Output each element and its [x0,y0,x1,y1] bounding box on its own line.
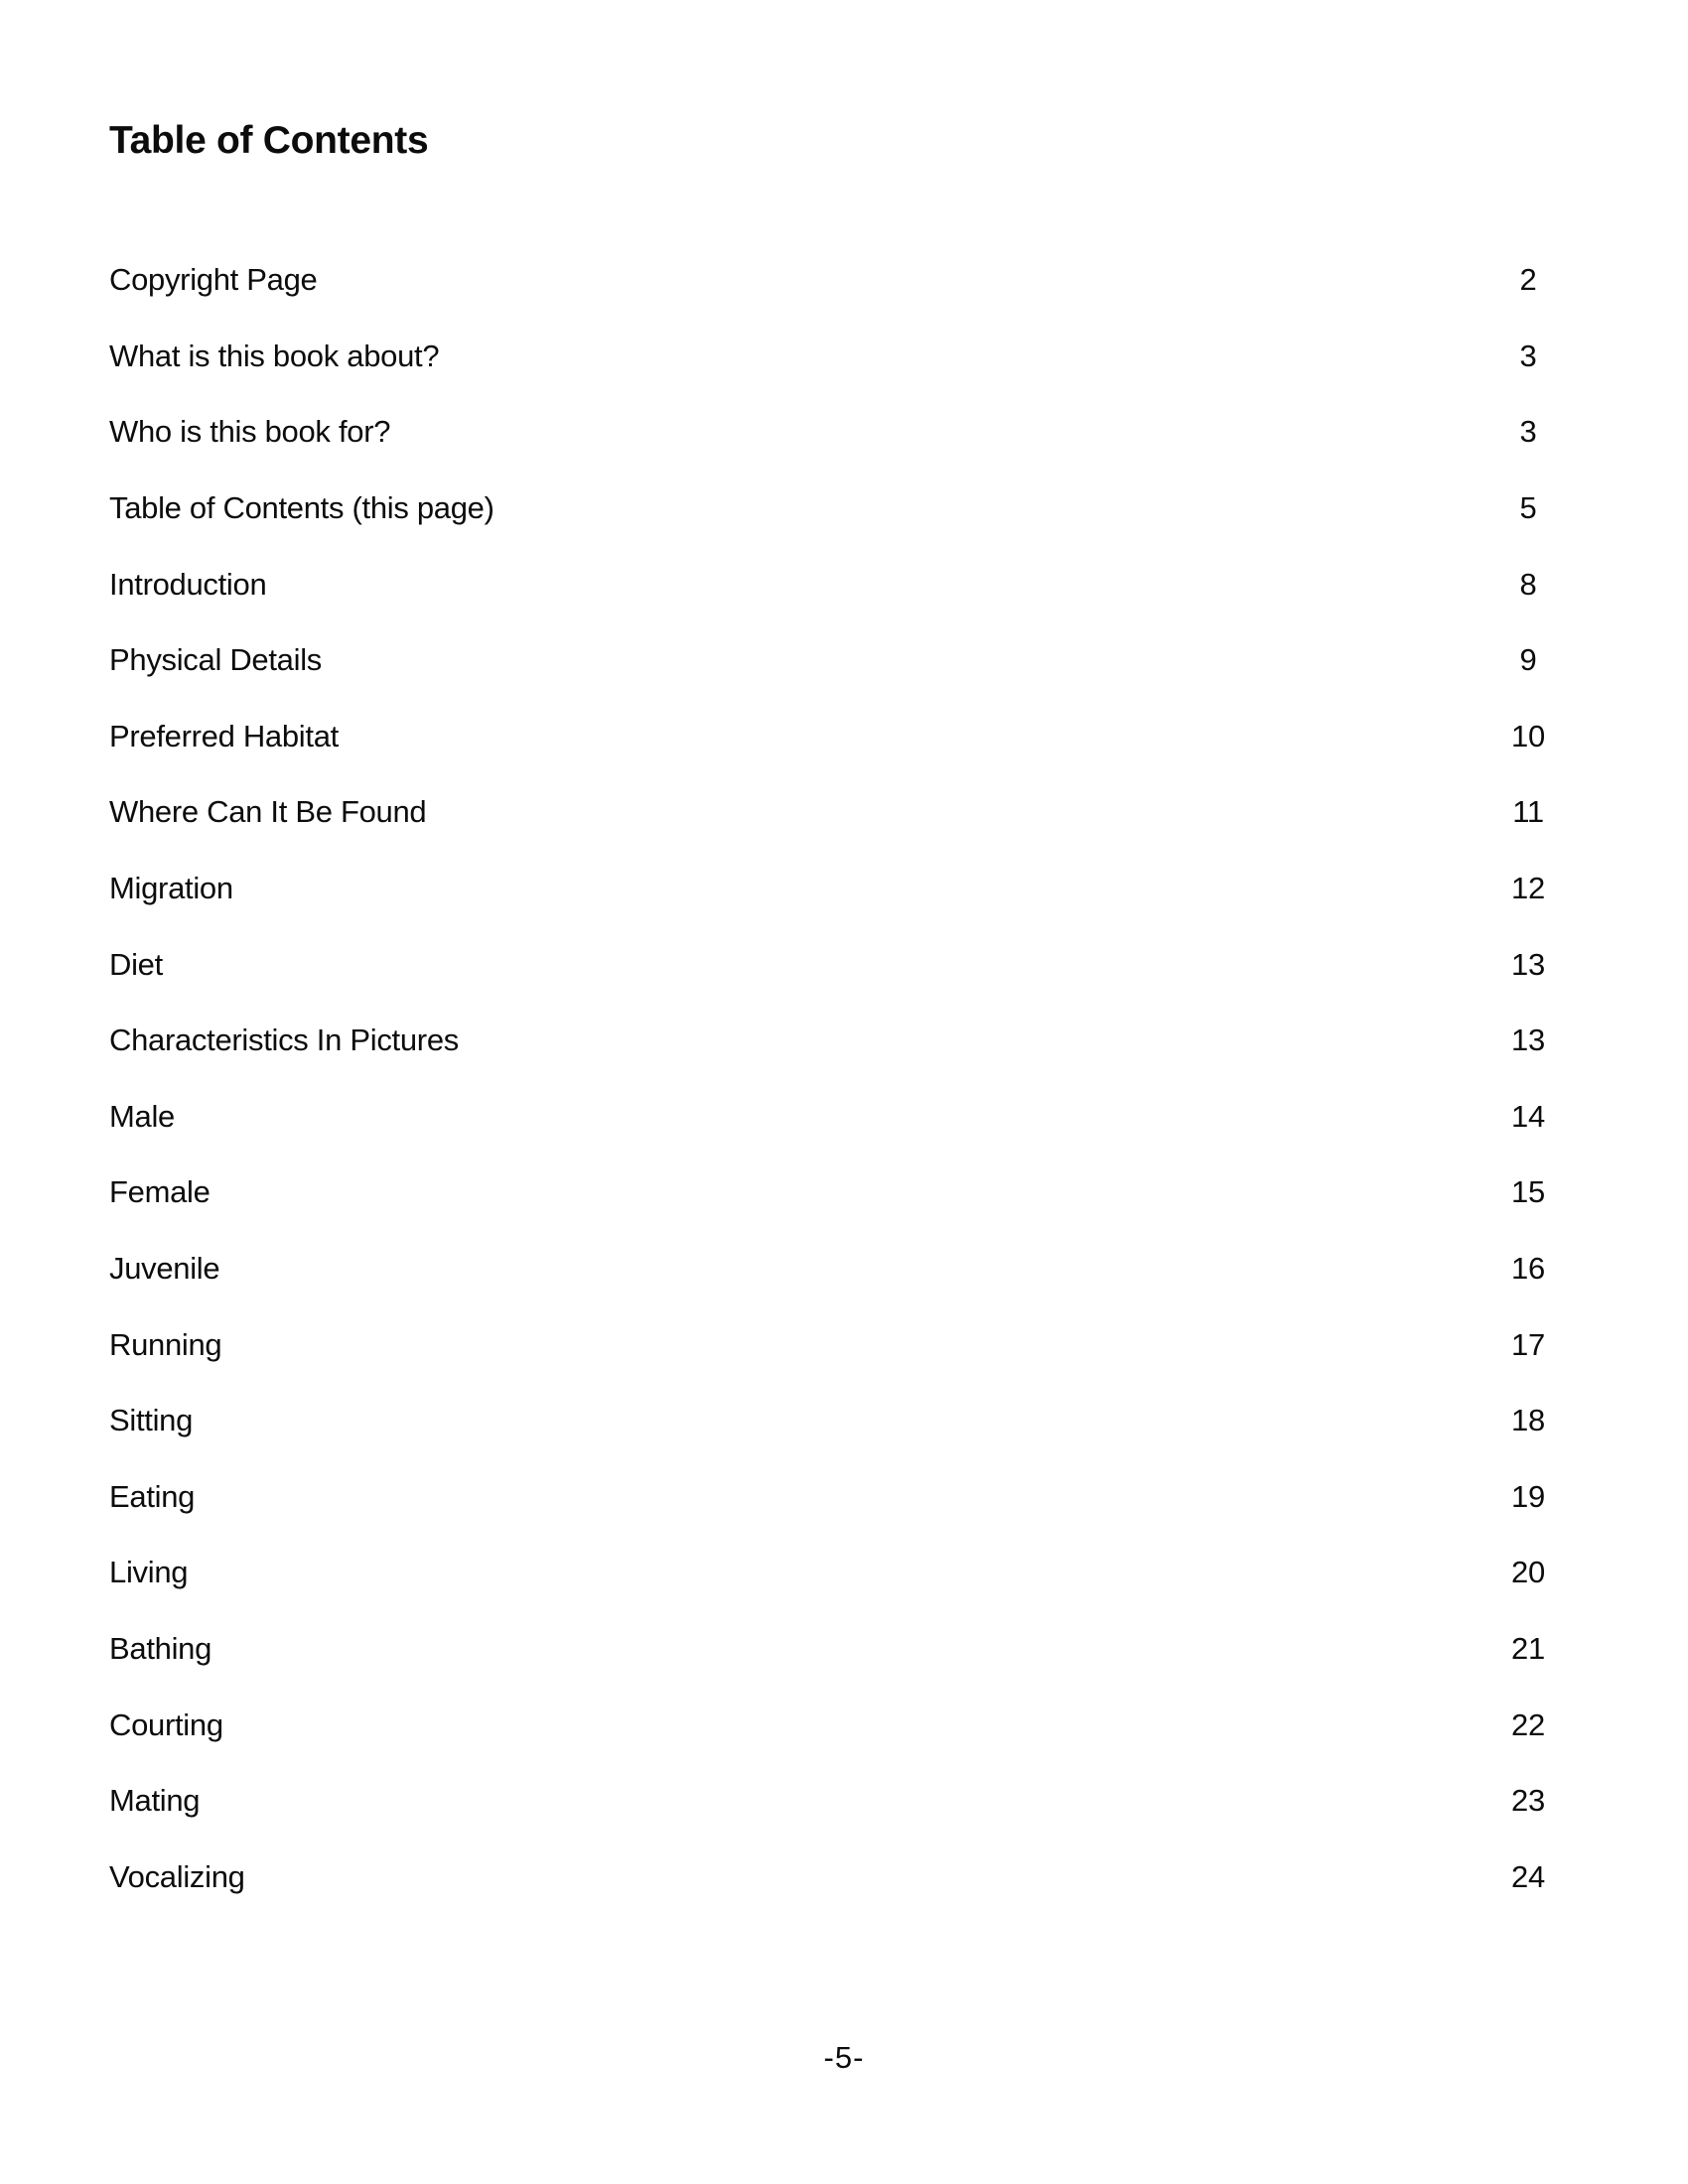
toc-list [109,242,1559,1915]
toc-row [109,471,1559,547]
toc-entry-page-number: 23 [1511,1783,1545,1819]
toc-row [109,1155,1559,1231]
page-number-footer: -5- [823,2040,865,2075]
toc-row [109,1079,1559,1156]
toc-entry-label: Table of Contents (this page) [109,490,494,526]
toc-entry-label: Characteristics In Pictures [109,1023,459,1058]
toc-row [109,1459,1559,1536]
toc-entry-page-number: 8 [1519,566,1537,602]
toc-entry-label: Juvenile [109,1251,220,1287]
toc-row [109,699,1559,775]
toc-entry-page-number: 20 [1511,1555,1545,1590]
toc-entry-label: Copyright Page [109,262,318,298]
toc-row [109,1839,1559,1915]
toc-row [109,622,1559,699]
toc-row [109,1231,1559,1307]
toc-entry-label: Where Can It Be Found [109,794,427,830]
toc-entry-page-number: 11 [1512,794,1544,830]
toc-row [109,926,1559,1003]
toc-entry-page-number: 13 [1511,946,1545,982]
toc-entry-label: Living [109,1555,189,1590]
toc-entry-page-number: 24 [1511,1858,1545,1894]
toc-row [109,774,1559,851]
toc-entry-label: Courting [109,1706,223,1742]
toc-entry-page-number: 19 [1511,1478,1545,1514]
toc-entry-page-number: 13 [1511,1023,1545,1058]
toc-entry-page-number: 16 [1511,1251,1545,1287]
toc-entry-label: Preferred Habitat [109,718,339,753]
toc-row [109,1383,1559,1459]
toc-row [109,1687,1559,1763]
toc-row [109,1535,1559,1611]
page-title: Table of Contents [109,119,429,163]
toc-entry-label: Eating [109,1478,196,1514]
toc-row [109,319,1559,395]
toc-entry-page-number: 14 [1511,1098,1545,1134]
toc-entry-label: Introduction [109,566,267,602]
toc-row [109,1611,1559,1688]
toc-entry-label: What is this book about? [109,338,440,373]
toc-entry-page-number: 3 [1519,338,1537,373]
toc-row [109,546,1559,622]
toc-row [109,1003,1559,1079]
toc-entry-page-number: 12 [1511,871,1545,906]
toc-entry-label: Migration [109,871,233,906]
toc-entry-page-number: 3 [1519,414,1537,450]
toc-entry-label: Male [109,1098,175,1134]
toc-entry-page-number: 15 [1511,1174,1545,1210]
toc-entry-page-number: 18 [1511,1403,1545,1438]
toc-entry-label: Vocalizing [109,1858,245,1894]
toc-entry-page-number: 2 [1519,262,1537,298]
toc-entry-label: Female [109,1174,211,1210]
toc-entry-page-number: 9 [1519,642,1537,678]
toc-row [109,1306,1559,1383]
toc-entry-label: Running [109,1326,222,1362]
toc-entry-page-number: 17 [1511,1326,1545,1362]
toc-entry-page-number: 22 [1511,1706,1545,1742]
toc-entry-label: Mating [109,1783,201,1819]
toc-entry-label: Bathing [109,1630,212,1666]
toc-row [109,1763,1559,1840]
toc-entry-label: Physical Details [109,642,323,678]
toc-row [109,394,1559,471]
toc-entry-page-number: 10 [1511,718,1545,753]
toc-entry-label: Who is this book for? [109,414,391,450]
toc-row [109,851,1559,927]
toc-entry-page-number: 21 [1511,1630,1545,1666]
toc-entry-label: Diet [109,946,163,982]
toc-entry-label: Sitting [109,1403,194,1438]
toc-row [109,242,1559,319]
toc-entry-page-number: 5 [1519,490,1537,526]
